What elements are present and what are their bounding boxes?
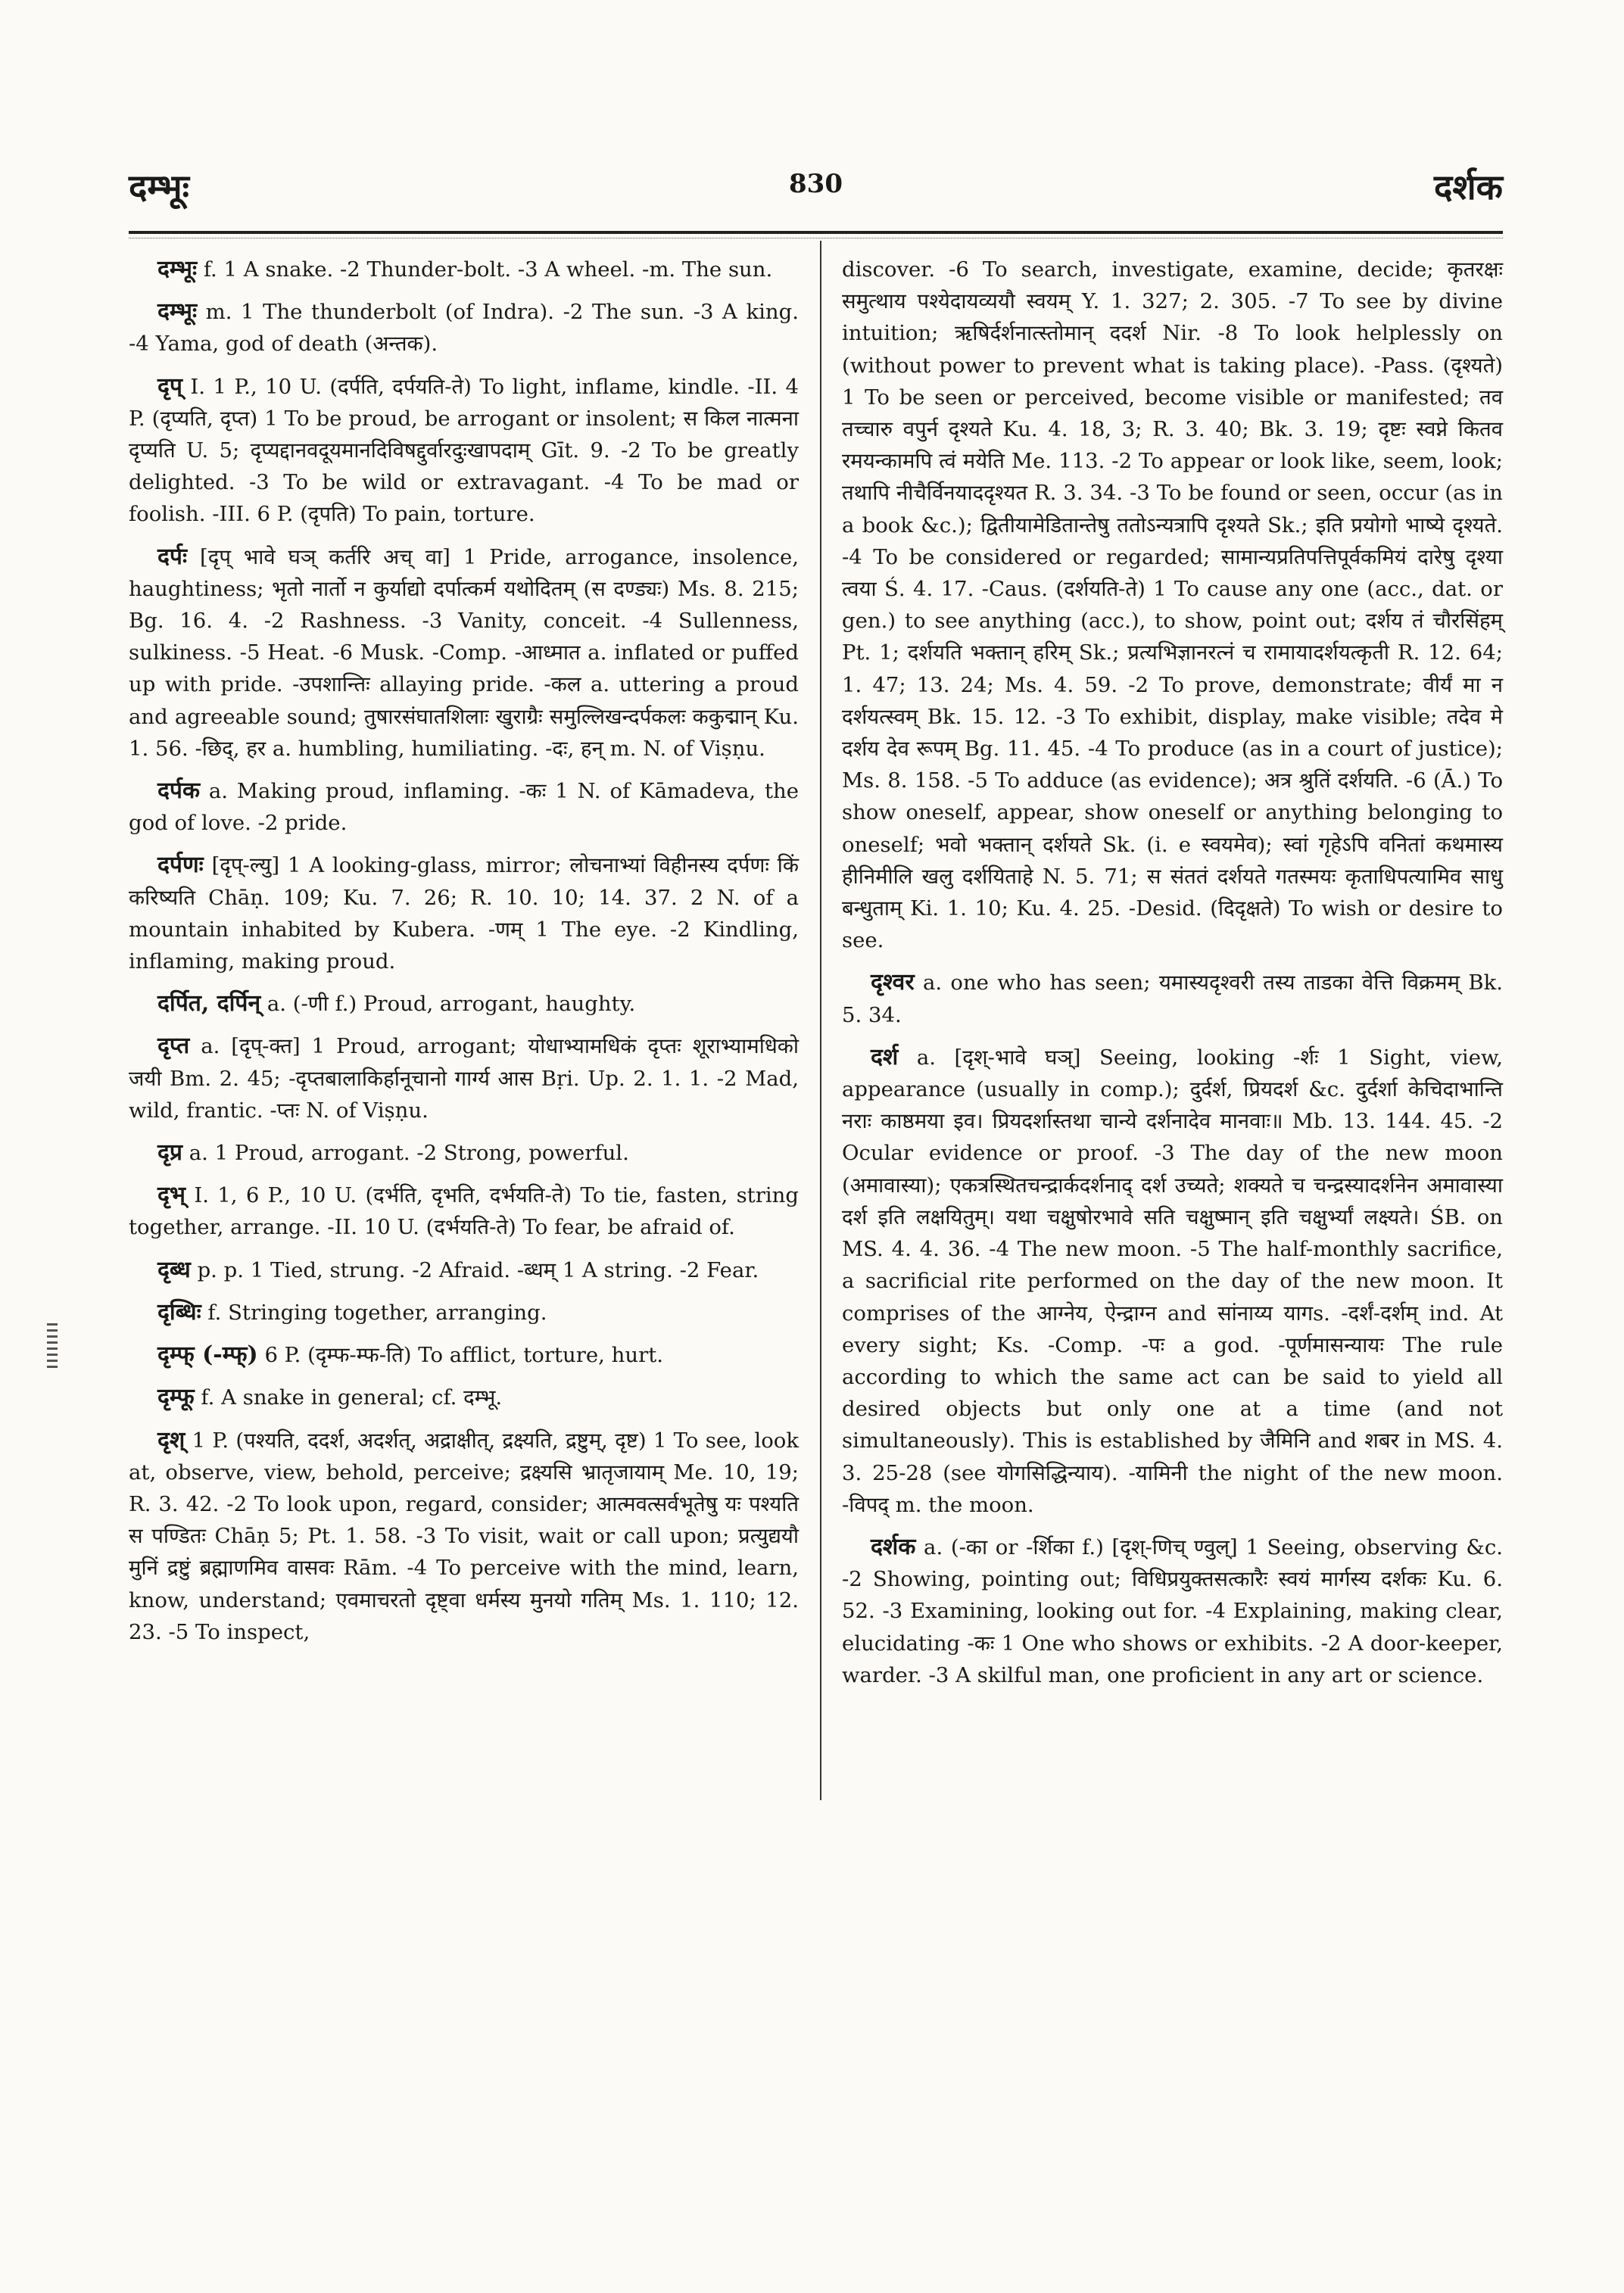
entry-text: a. (-का or -र्शिका f.) [दृश्-णिच् ण्वुल्] 1 Seeing, observing &c. -2 Showing, pointing out; विधिप्रयुक्तसत्कारैः स्वयं मार्गस्य दर्शकः Ku. 6. 52. -3 Examining, looking out for. -4 Explaining, making clear, elucidating -कः 1 One who shows or exhibits. -2 A door-keeper, warder. -3 A skilful man, one proficient in any art or science. <box>842 1534 1503 1687</box>
entry-text: a. 1 Proud, arrogant. -2 Strong, powerful. <box>189 1141 629 1166</box>
entry-text: a. Making proud, inflaming. -कः 1 N. of Kāmadeva, the god of love. -2 pride. <box>129 779 799 836</box>
entry-headword: दृप् <box>157 372 182 400</box>
entry-headword: दर्पक <box>157 777 201 805</box>
entry-headword: दर्श <box>871 1043 899 1070</box>
entry-text: a. [दृप्-क्त] 1 Proud, arrogant; योधाभ्यामधिकं दृप्तः शूराभ्यामधिको जयी Bm. 2. 45; -दृप्तबालाकिर्हानूचानो गार्ग्य आस Bṛi. Up. 2. 1. 1. -2 Mad, wild, frantic. -प्तः N. of Viṣṇu. <box>129 1034 799 1123</box>
entry-text: f. A snake in general; cf. दम्भू. <box>201 1385 503 1410</box>
page-header <box>129 163 1503 216</box>
dictionary-entry <box>842 254 1503 956</box>
entry-text: 1 P. (पश्यति, ददर्श, अदर्शत्, अद्राक्षीत्, द्रक्ष्यति, द्रष्टुम्, दृष्ट) 1 To see, look at, observe, view, behold, perceive; द्रक्ष्यसि भ्रातृजायाम् Me. 10, 19; R. 3. 42. -2 To look upon, regard, consider; आत्मवत्सर्वभूतेषु यः पश्यति स पण्डितः Chāṇ 5; Pt. 1. 58. -3 To visit, wait or call upon; प्रत्युद्ययौ मुनिं द्रष्टुं ब्रह्माणमिव वासवः Rām. -4 To perceive with the mind, learn, know, understand; एवमाचरतो दृष्ट्वा धर्मस्य मुनयो गतिम् Ms. 1. 110; 12. 23. -5 To inspect, <box>129 1428 799 1644</box>
entry-text: discover. -6 To search, investigate, examine, decide; कृतरक्षः समुत्थाय पश्येदायव्ययौ स्वयम् Y. 1. 327; 2. 305. -7 To see by divine intuition; ऋषिर्दर्शनात्स्तोमान् ददर्श Nir. -8 To look helplessly on (without power to prevent what is taking place). -Pass. (दृश्यते) 1 To be seen or perceived, become visible or manifested; तव तच्चारु वपुर्न दृश्यते Ku. 4. 18, 3; R. 3. 40; Bk. 3. 19; दृष्टः स्वप्ने कितव रमयन्कामपि त्वं मयेति Me. 113. -2 To appear or look like, seem, look; तथापि नीचैर्विनयाददृश्यत R. 3. 34. -3 To be found or seen, occur (as in a book &c.); द्वितीयामेडितान्तेषु ततोऽन्यत्रापि दृश्यते Sk.; इति प्रयोगो भाष्ये दृश्यते. -4 To be considered or regarded; सामान्यप्रतिपत्तिपूर्वकमियं दारेषु दृश्या त्वया Ś. 4. 17. -Caus. (दर्शयति-ते) 1 To cause any one (acc., dat. or gen.) to see anything (acc.), to show, point out; दर्शय तं चौरसिंहम् Pt. 1; दर्शयति भक्तान् हरिम् Sk.; प्रत्यभिज्ञानरत्नं च रामायादर्शयत्कृती R. 12. 64; 1. 47; 13. 24; Ms. 4. 59. -2 To prove, demonstrate; वीर्यं मा न दर्शयत्स्वम् Bk. 15. 12. -3 To exhibit, display, make visible; तदेव मे दर्शय देव रूपम् Bg. 11. 45. -4 To produce (as in a court of justice); Ms. 8. 158. -5 To adduce (as evidence); अत्र श्रुतिं दर्शयति. -6 (Ā.) To show oneself, appear, show oneself or anything belonging to oneself; भवो भक्तान् दर्शयते Sk. (i. e स्वयमेव); स्वां गृहेऽपि वनितां कथमास्य हीनिमीलि खलु दर्शयिताहे N. 5. 71; स संततं दर्शयते गतस्मयः कृताधिपत्यामिव साधु बन्धुताम् Ki. 1. 10; Ku. 4. 25. -Desid. (दिदृक्षते) To wish or desire to see. <box>842 257 1503 953</box>
entry-headword: दृप्र <box>157 1139 182 1167</box>
left-column <box>129 254 799 1659</box>
dictionary-entry <box>129 1254 799 1286</box>
right-column <box>842 254 1503 1702</box>
entry-headword: दृम्फू <box>157 1384 195 1411</box>
dictionary-entry <box>129 371 799 531</box>
page-number: 830 <box>789 169 843 199</box>
entry-text: f. Stringing together, arranging. <box>207 1300 547 1325</box>
entry-text: m. 1 The thunderbolt (of Indra). -2 The sun. -3 A king. -4 Yama, god of death (अन्तक). <box>129 300 799 357</box>
dictionary-entry <box>129 1030 799 1126</box>
entry-headword: दृश् <box>157 1426 185 1453</box>
dictionary-entry <box>842 1531 1503 1691</box>
entry-text: [दृप्-ल्यु] 1 A looking-glass, mirror; लोचनाभ्यां विहीनस्य दर्पणः किं करिष्यति Chāṇ. 109; Ku. 7. 26; R. 10. 10; 14. 37. 2 N. of a mountain inhabited by Kubera. -णम् 1 The eye. -2 Kindling, inflaming, making proud. <box>129 853 799 974</box>
dictionary-entry <box>129 541 799 765</box>
entry-text: a. one who has seen; यमास्यदृश्वरी तस्य ताडका वेत्ति विक्रमम् Bk. 5. 34. <box>842 970 1503 1027</box>
dictionary-entry <box>129 1297 799 1329</box>
entry-headword: दर्शक <box>871 1533 916 1560</box>
entry-headword: दम्भूः <box>157 298 198 326</box>
dictionary-entry <box>129 1339 799 1371</box>
header-rule <box>129 231 1503 234</box>
margin-mark <box>47 1323 58 1369</box>
entry-headword: दृभ् <box>157 1182 186 1209</box>
dictionary-entry <box>129 849 799 977</box>
dictionary-entry <box>129 1137 799 1169</box>
entry-text: a. (-णी f.) Proud, arrogant, haughty. <box>267 992 636 1017</box>
entry-text: I. 1, 6 P., 10 U. (दर्भति, दृभति, दर्भयति-ते) To tie, fasten, string together, arrange. -II. 10 U. (दर्भयति-ते) To fear, be afraid of. <box>129 1183 799 1240</box>
column-divider <box>820 241 821 1800</box>
entry-text: a. [दृश्-भावे घञ्] Seeing, looking -र्शः 1 Sight, view, appearance (usually in comp.); दुर्दर्श, प्रियदर्श &c. दुर्दर्शा केचिदाभान्ति नराः काष्ठमया इव। प्रियदर्शास्तथा चान्ये दर्शनादेव मानवाः॥ Mb. 13. 144. 45. -2 Ocular evidence or proof. -3 The day of the new moon (अमावास्या); एकत्रस्थितचन्द्रार्कदर्शनाद् दर्श उच्यते; शक्यते च चन्द्रस्यादर्शनेन अमावास्या दर्श इति लक्षयितुम्। यथा चक्षुषोरभावे सति चक्षुष्मान् इति चक्षुर्भ्यां लक्ष्यते। ŚB. on MS. 4. 4. 36. -4 The new moon. -5 The half-monthly sacrifice, a sacrificial rite performed on the day of the new moon. It comprises of the आग्नेय, ऐन्द्राग्न and सांनाय्य यागs. -दर्शं-दर्शम् ind. At every sight; Ks. -Comp. -पः a god. -पूर्णमासन्यायः The rule according to which the same act can be said to yield all desired objects but only one at a time (and not simultaneously). This is established by जैमिनि and शबर in MS. 4. 3. 25-28 (see योगसिद्धिन्याय). -यामिनी the night of the new moon. -विपद् m. the moon. <box>842 1045 1503 1517</box>
entry-text: f. 1 A snake. -2 Thunder-bolt. -3 A wheel. -m. The sun. <box>203 257 773 282</box>
entry-headword: दम्भूः <box>157 256 198 282</box>
entry-headword: दृब्ध <box>157 1256 191 1283</box>
running-head-right: दर्शक <box>1433 167 1503 207</box>
dictionary-entry <box>129 296 799 360</box>
dictionary-entry <box>842 967 1503 1030</box>
dictionary-entry <box>129 254 799 285</box>
entry-headword: दृम्फ् (-म्फ्) <box>157 1341 258 1369</box>
dictionary-entry <box>129 988 799 1020</box>
dictionary-entry <box>129 1425 799 1648</box>
dictionary-entry <box>129 1382 799 1413</box>
entry-headword: दृश्वर <box>871 969 915 996</box>
entry-text: I. 1 P., 10 U. (दर्पति, दर्पयति-ते) To light, inflame, kindle. -II. 4 P. (दृप्यति, दृप्त) 1 To be proud, be arrogant or insolent; स किल नात्मना दृप्यति U. 5; दृप्यद्दानवदूयमानदिविषद्दुर्वारदुःखापदाम् Gīt. 9. -2 To be greatly delighted. -3 To be wild or extravagant. -4 To be mad or foolish. -III. 6 P. (दृपति) To pain, torture. <box>129 374 800 527</box>
entry-headword: दर्पित, दर्पिन् <box>157 990 261 1017</box>
entry-text: p. p. 1 Tied, strung. -2 Afraid. -ब्धम् 1 A string. -2 Fear. <box>197 1257 759 1282</box>
entry-headword: दृब्धिः <box>157 1298 201 1326</box>
entry-headword: दृप्त <box>157 1033 190 1060</box>
running-head-left: दम्भूः <box>129 167 189 207</box>
dictionary-entry <box>842 1042 1503 1521</box>
dictionary-entry <box>129 775 799 839</box>
entry-headword: दर्पणः <box>157 852 204 879</box>
entry-headword: दर्पः <box>157 543 188 570</box>
entry-text: [दृप् भावे घञ् कर्तरि अच् वा] 1 Pride, arrogance, insolence, haughtiness; भृतो नार्तो न कुर्याद्यो दर्पात्कर्म यथोदितम् (स दण्ड्यः) Ms. 8. 215; Bg. 16. 4. -2 Rashness. -3 Vanity, conceit. -4 Sullenness, sulkiness. -5 Heat. -6 Musk. -Comp. -आध्मात a. inflated or puffed up with pride. -उपशान्तिः allaying pride. -कल a. uttering a proud and agreeable sound; तुषारसंघातशिलाः खुराग्रैः समुल्लिखन्दर्पकलः ककुद्मान् Ku. 1. 56. -छिद्, हर a. humbling, humiliating. -दः, हन् m. N. of Viṣṇu. <box>129 544 799 761</box>
dictionary-entry <box>129 1179 799 1243</box>
entry-text: 6 P. (दृम्फ-म्फ-ति) To afflict, torture, hurt. <box>264 1343 664 1368</box>
